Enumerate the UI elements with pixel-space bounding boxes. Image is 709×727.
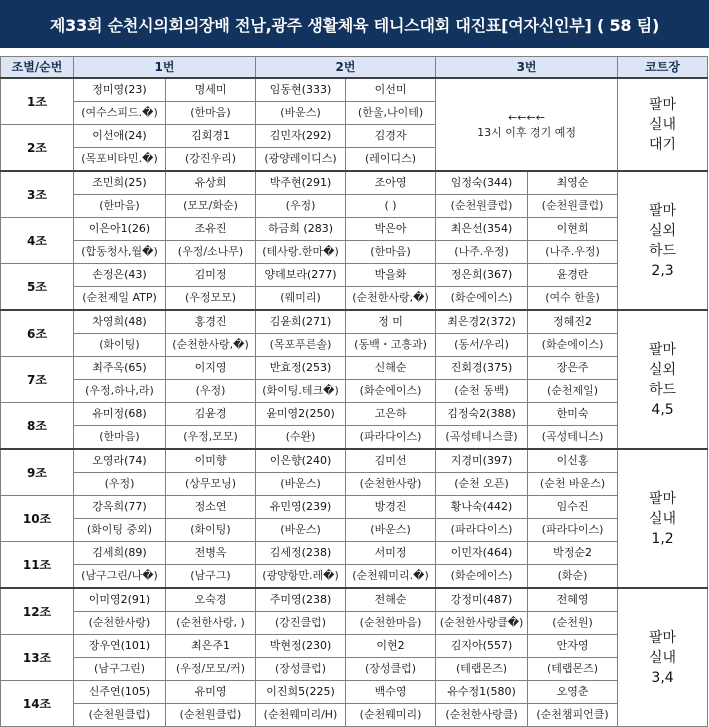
- group-label: 2조: [1, 125, 74, 172]
- header-court: 코트장: [618, 57, 708, 79]
- player-name: 이미향: [166, 449, 256, 473]
- player-name: 정은희(367): [436, 264, 528, 287]
- player-club: (순천한사랑,�): [166, 334, 256, 357]
- player-name: 박정순2: [528, 542, 618, 565]
- player-name: 김미선: [346, 449, 436, 473]
- player-name: 김세희(89): [74, 542, 166, 565]
- player-club: (우정,모모): [166, 426, 256, 450]
- group-name-row: [1, 681, 708, 704]
- header-col2: 2번: [256, 57, 436, 79]
- court-assignment: [618, 449, 708, 588]
- player-name: 김회경1: [166, 125, 256, 148]
- player-club: (파라다이스): [528, 519, 618, 542]
- player-club: (순천한사랑, ): [166, 612, 256, 635]
- player-name: 강옥희(77): [74, 496, 166, 519]
- player-name: 정혜진2: [528, 310, 618, 334]
- group-label: 5조: [1, 264, 74, 311]
- player-club: (웨미리): [256, 287, 346, 311]
- player-name: 김윤경: [166, 403, 256, 426]
- player-club: (우정모모): [166, 287, 256, 311]
- player-club: (순천원클럽): [166, 704, 256, 727]
- player-club: (화이팅): [74, 334, 166, 357]
- player-name: 홍경진: [166, 310, 256, 334]
- player-club: (순천한사랑클�): [436, 612, 528, 635]
- player-name: 김윤희(271): [256, 310, 346, 334]
- court-line: 팔마: [649, 341, 677, 358]
- player-club: (한마음): [166, 102, 256, 125]
- player-name: 오영춘: [528, 681, 618, 704]
- player-club: (목포푸른솔): [256, 334, 346, 357]
- player-name: 최영순: [528, 171, 618, 195]
- player-name: 서미정: [346, 542, 436, 565]
- player-club: (여수스피드.�): [74, 102, 166, 125]
- group-club-row: [1, 519, 708, 542]
- player-name: 반효정(253): [256, 357, 346, 380]
- group-club-row: [1, 612, 708, 635]
- court-line: 팔마: [649, 96, 677, 113]
- player-name: 이은아1(26): [74, 218, 166, 241]
- player-name: 김지아(557): [436, 635, 528, 658]
- player-club: (광양항만.레�): [256, 565, 346, 589]
- player-club: (화이팅.테크�): [256, 380, 346, 403]
- player-name: 방경진: [346, 496, 436, 519]
- header-group: 조별/순번: [1, 57, 74, 79]
- player-club: (순천제일): [528, 380, 618, 403]
- player-name: 박주현(291): [256, 171, 346, 195]
- player-name: 임동현(333): [256, 78, 346, 102]
- player-name: 이선미: [346, 78, 436, 102]
- player-club: (화순에이스): [346, 380, 436, 403]
- player-club: (나주.우정): [528, 241, 618, 264]
- court-assignment: [618, 588, 708, 727]
- group-name-row: [1, 310, 708, 334]
- court-line: 팔마: [649, 629, 677, 646]
- group-label: 12조: [1, 588, 74, 635]
- group-club-row: [1, 473, 708, 496]
- player-club: (화순에이스): [436, 565, 528, 589]
- court-line: 팔마: [649, 490, 677, 507]
- player-name: 이은향(240): [256, 449, 346, 473]
- player-name: 김정숙2(388): [436, 403, 528, 426]
- group-name-row: [1, 403, 708, 426]
- group-name-row: [1, 496, 708, 519]
- player-name: 신주연(105): [74, 681, 166, 704]
- player-club: (테랩몬즈): [528, 658, 618, 681]
- player-club: (한마음): [74, 195, 166, 218]
- player-name: 전병옥: [166, 542, 256, 565]
- player-club: (광양레이디스): [256, 148, 346, 172]
- player-name: 임정숙(344): [436, 171, 528, 195]
- player-name: 한미숙: [528, 403, 618, 426]
- player-name: 고은하: [346, 403, 436, 426]
- group-club-row: [1, 658, 708, 681]
- player-name: 박은아: [346, 218, 436, 241]
- player-name: 김미정: [166, 264, 256, 287]
- court-line: 실외: [649, 222, 677, 239]
- player-club: (순천한사랑클): [436, 704, 528, 727]
- player-name: 하금희 (283): [256, 218, 346, 241]
- player-club: (순천원클럽): [74, 704, 166, 727]
- player-name: 오숙경: [166, 588, 256, 612]
- player-club: (한울,나이테): [346, 102, 436, 125]
- group-club-row: [1, 241, 708, 264]
- player-club: (화순에이스): [528, 334, 618, 357]
- player-club: (순천 오픈): [436, 473, 528, 496]
- player-name: 황나숙(442): [436, 496, 528, 519]
- group-club-row: [1, 380, 708, 403]
- player-name: 이현2: [346, 635, 436, 658]
- player-name: 이선애(24): [74, 125, 166, 148]
- player-name: 조유진: [166, 218, 256, 241]
- player-club: (순천한마음): [346, 612, 436, 635]
- player-name: 이민자(464): [436, 542, 528, 565]
- player-name: 이진희5(225): [256, 681, 346, 704]
- group-label: 3조: [1, 171, 74, 218]
- player-club: (수완): [256, 426, 346, 450]
- player-club: (장성클럽): [256, 658, 346, 681]
- player-club: (나주.우정): [436, 241, 528, 264]
- player-name: 이지영: [166, 357, 256, 380]
- player-club: (우정): [166, 380, 256, 403]
- group-name-row: [1, 171, 708, 195]
- player-club: (순천웨미리): [346, 704, 436, 727]
- player-club: (남구그린/나�): [74, 565, 166, 589]
- player-club: (동백・고흥과): [346, 334, 436, 357]
- player-name: 최은선(354): [436, 218, 528, 241]
- player-name: 이신홍: [528, 449, 618, 473]
- group-name-row: [1, 78, 708, 102]
- draw-table: [0, 56, 708, 727]
- player-club: (파라다이스): [346, 426, 436, 450]
- player-club: (곡성테니스클): [436, 426, 528, 450]
- group-club-row: [1, 334, 708, 357]
- player-club: (바운스): [256, 102, 346, 125]
- player-club: (테랩몬즈): [436, 658, 528, 681]
- player-name: 정소연: [166, 496, 256, 519]
- court-line: 2,3: [651, 262, 674, 279]
- group-name-row: [1, 449, 708, 473]
- player-name: 오영라(74): [74, 449, 166, 473]
- group-label: 4조: [1, 218, 74, 264]
- player-name: 강정미(487): [436, 588, 528, 612]
- player-name: 유민영(239): [256, 496, 346, 519]
- player-club: (순천 동백): [436, 380, 528, 403]
- court-assignment: [618, 78, 708, 171]
- player-name: 명세미: [166, 78, 256, 102]
- player-name: 이현희: [528, 218, 618, 241]
- group-label: 14조: [1, 681, 74, 727]
- player-club: (우정): [74, 473, 166, 496]
- group-name-row: [1, 635, 708, 658]
- group-label: 8조: [1, 403, 74, 450]
- player-club: (순천한사랑,�): [346, 287, 436, 311]
- player-club: (순천제일 ATP): [74, 287, 166, 311]
- player-name: 지경미(397): [436, 449, 528, 473]
- group-name-row: [1, 218, 708, 241]
- player-club: (화순에이스): [436, 287, 528, 311]
- court-line: 실내: [649, 116, 677, 133]
- group-label: 6조: [1, 310, 74, 357]
- player-name: 최은주1: [166, 635, 256, 658]
- player-name: 윤미영2(250): [256, 403, 346, 426]
- header-col3: 3번: [436, 57, 618, 79]
- player-name: 양데보라(277): [256, 264, 346, 287]
- group-club-row: [1, 287, 708, 311]
- player-name: 전혜영: [528, 588, 618, 612]
- player-name: 장은주: [528, 357, 618, 380]
- player-club: (곡성테니스): [528, 426, 618, 450]
- player-club: (한마음): [346, 241, 436, 264]
- player-club: (우정): [256, 195, 346, 218]
- group-label: 1조: [1, 78, 74, 125]
- player-name: 안자영: [528, 635, 618, 658]
- player-club: (파라다이스): [436, 519, 528, 542]
- player-name: 장우연(101): [74, 635, 166, 658]
- player-name: 김세정(238): [256, 542, 346, 565]
- player-name: 최주옥(65): [74, 357, 166, 380]
- player-club: (순천웨미리.�): [346, 565, 436, 589]
- court-line: 1,2: [651, 530, 674, 547]
- player-name: 조아영: [346, 171, 436, 195]
- court-line: 실내: [649, 510, 677, 527]
- group-club-row: [1, 426, 708, 450]
- group-club-row: [1, 195, 708, 218]
- player-name: 유상희: [166, 171, 256, 195]
- group-name-row: [1, 588, 708, 612]
- player-name: 김경자: [346, 125, 436, 148]
- player-name: 손정은(43): [74, 264, 166, 287]
- court-line: 실내: [649, 649, 677, 666]
- player-name: 박을화: [346, 264, 436, 287]
- player-name: 이미영2(91): [74, 588, 166, 612]
- group-name-row: [1, 357, 708, 380]
- player-club: (강진클럽): [256, 612, 346, 635]
- player-club: (바운스): [256, 519, 346, 542]
- notice-text: 13시 이후 경기 예정: [477, 125, 576, 139]
- player-club: (테사랑.한마�): [256, 241, 346, 264]
- court-line: 하드: [649, 381, 677, 398]
- player-name: 정미영(23): [74, 78, 166, 102]
- player-name: 유미영: [166, 681, 256, 704]
- player-name: 임수진: [528, 496, 618, 519]
- player-club: (모모/화순): [166, 195, 256, 218]
- player-club: (한마음): [74, 426, 166, 450]
- player-club: (순천 바운스): [528, 473, 618, 496]
- player-club: (상무모닝): [166, 473, 256, 496]
- player-club: (순천한사랑): [346, 473, 436, 496]
- group-name-row: [1, 542, 708, 565]
- player-club: (장성클럽): [346, 658, 436, 681]
- court-line: 4,5: [651, 401, 674, 418]
- player-name: 진회경(375): [436, 357, 528, 380]
- group-label: 9조: [1, 449, 74, 496]
- player-club: (순천한사랑): [74, 612, 166, 635]
- player-club: ( ): [346, 195, 436, 218]
- header-col1: 1번: [74, 57, 256, 79]
- player-club: (레이디스): [346, 148, 436, 172]
- player-name: 차영희(48): [74, 310, 166, 334]
- player-club: (우정,하나,라): [74, 380, 166, 403]
- court-line: 팔마: [649, 202, 677, 219]
- group-label: 10조: [1, 496, 74, 542]
- group-club-row: [1, 704, 708, 727]
- player-club: (남구그린): [74, 658, 166, 681]
- player-club: (화이팅): [166, 519, 256, 542]
- player-name: 김민자(292): [256, 125, 346, 148]
- player-club: (화이팅 중외): [74, 519, 166, 542]
- group-name-row: [1, 264, 708, 287]
- court-line: 실외: [649, 361, 677, 378]
- page-title: 제33회 순천시의회의장배 전남,광주 생활체육 테니스대회 대진표[여자신인부] ( 58 팀): [0, 0, 709, 50]
- player-club: (순천웨미리/H): [256, 704, 346, 727]
- player-club: (남구그): [166, 565, 256, 589]
- player-club: (순천원): [528, 612, 618, 635]
- group-label: 11조: [1, 542, 74, 589]
- group-club-row: [1, 565, 708, 589]
- court-assignment: [618, 171, 708, 310]
- group-label: 13조: [1, 635, 74, 681]
- player-club: (여수 한울): [528, 287, 618, 311]
- player-club: (우정/모모/커): [166, 658, 256, 681]
- player-name: 박현정(230): [256, 635, 346, 658]
- player-club: (바운스): [256, 473, 346, 496]
- court-line: 대기: [649, 136, 677, 153]
- player-club: (우정/소나무): [166, 241, 256, 264]
- player-club: (순천챔피언클): [528, 704, 618, 727]
- player-name: 최은경2(372): [436, 310, 528, 334]
- court-line: 하드: [649, 242, 677, 259]
- player-name: 정 미: [346, 310, 436, 334]
- player-club: (순천원클럽): [436, 195, 528, 218]
- player-name: 윤경란: [528, 264, 618, 287]
- court-assignment: [618, 310, 708, 449]
- player-club: (합동청사,월�): [74, 241, 166, 264]
- player-club: (강진우리): [166, 148, 256, 172]
- player-club: (목포비타민.�): [74, 148, 166, 172]
- player-name: 신해순: [346, 357, 436, 380]
- left-arrows: ←←←←: [508, 110, 545, 124]
- player-name: 조민희(25): [74, 171, 166, 195]
- player-club: (순천원클럽): [528, 195, 618, 218]
- player-name: 전해순: [346, 588, 436, 612]
- player-club: (화순): [528, 565, 618, 589]
- group-label: 7조: [1, 357, 74, 403]
- schedule-notice: [436, 78, 618, 171]
- header-row: [1, 57, 708, 79]
- player-club: (바운스): [346, 519, 436, 542]
- player-name: 유수정1(580): [436, 681, 528, 704]
- player-club: (동서/우리): [436, 334, 528, 357]
- court-line: 3,4: [651, 669, 674, 686]
- player-name: 주미영(238): [256, 588, 346, 612]
- player-name: 백수영: [346, 681, 436, 704]
- player-name: 유미정(68): [74, 403, 166, 426]
